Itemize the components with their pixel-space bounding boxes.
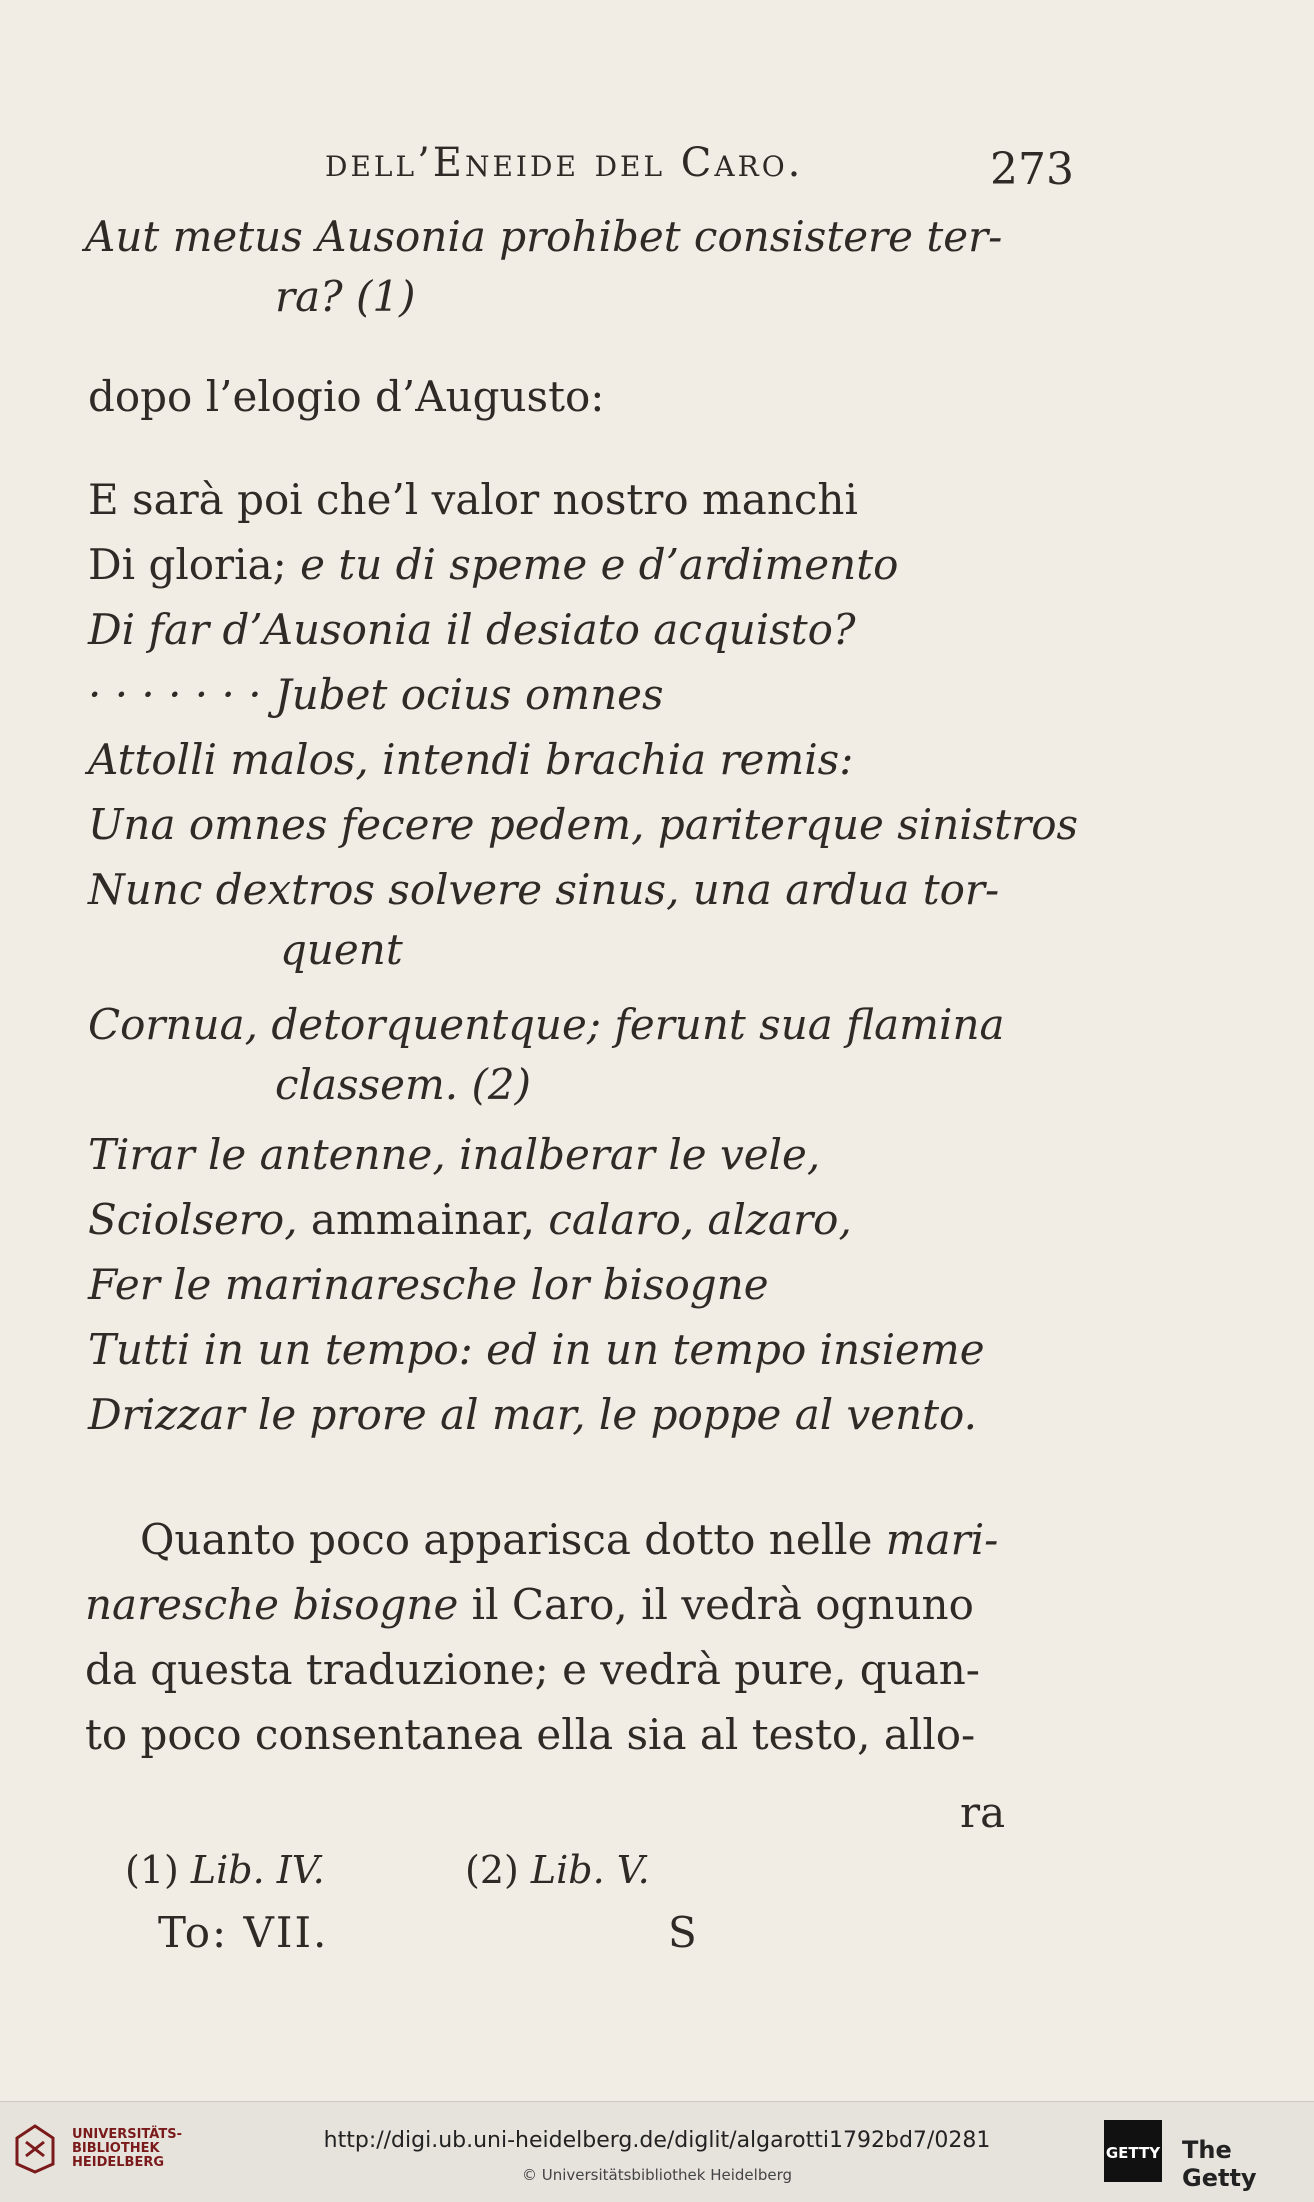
permalink-url[interactable]: http://digi.ub.uni-heidelberg.de/diglit/algarotti1792bd7/0281 — [323, 2128, 991, 2153]
footnote-1 — [125, 1848, 325, 1892]
page-number: 273 — [990, 144, 1074, 195]
verse-line: E sarà poi che’l valor nostro manchi — [88, 475, 858, 524]
verse-segment: Di gloria; — [88, 540, 301, 589]
verse-segment-italic: e tu di speme e d’ardimento — [300, 540, 899, 589]
volume-signature: To: VII. — [158, 1908, 329, 1957]
verse-line: Di far d’Ausonia il desiato acquisto? — [88, 605, 856, 654]
footnote-ref: Lib. IV. — [190, 1848, 325, 1892]
verse-line: Tutti in un tempo: ed in un tempo insieme — [88, 1325, 985, 1374]
footer-bar — [0, 2101, 1314, 2202]
verse-line: Tirar le antenne, inalberar le vele, — [88, 1130, 821, 1179]
paragraph-segment-italic: mari- — [885, 1515, 999, 1564]
paragraph-line: da questa traduzione; e vedrà pure, quan- — [85, 1645, 981, 1694]
paragraph-line: to poco consentanea ella sia al testo, allo- — [85, 1710, 976, 1759]
verse-line: · · · · · · · Jubet ocius omnes — [88, 670, 664, 719]
catchword: ra — [960, 1788, 1006, 1837]
paragraph-line — [85, 1580, 974, 1629]
verse-line — [88, 1195, 852, 1244]
footnote-2 — [465, 1848, 650, 1892]
verse-line: Nunc dextros solvere sinus, una ardua tor- — [88, 865, 1000, 914]
paragraph-segment-italic: naresche bisogne — [85, 1580, 459, 1629]
footnote-number: (1) — [125, 1848, 191, 1892]
verse-line: classem. (2) — [275, 1060, 531, 1109]
verse-line: Una omnes fecere pedem, pariterque sinistros — [88, 800, 1079, 849]
text-line: dopo l’elogio d’Augusto: — [88, 372, 605, 421]
verse-segment: ammainar, — [310, 1195, 549, 1244]
getty-logo-icon — [1104, 2120, 1162, 2182]
verse-line: Drizzar le prore al mar, le poppe al vento. — [88, 1390, 977, 1439]
paragraph-line — [140, 1515, 998, 1564]
signature-mark: S — [668, 1908, 699, 1957]
verse-segment-italic: calaro, alzaro, — [548, 1195, 852, 1244]
footnote-number: (2) — [465, 1848, 531, 1892]
institution-name: UNIVERSITÄTS- BIBLIOTHEK HEIDELBERG — [72, 2127, 182, 2170]
footnote-ref: Lib. V. — [530, 1848, 650, 1892]
getty-logo-text: GETTY — [1105, 2144, 1161, 2162]
verse-segment-italic: Sciolsero, — [88, 1195, 311, 1244]
verse-line: Cornua, detorquentque; ferunt sua flamina — [88, 1000, 1005, 1049]
paragraph-segment: il Caro, il vedrà ognuno — [458, 1580, 974, 1629]
paragraph-segment: Quanto poco apparisca dotto nelle — [140, 1515, 886, 1564]
copyright-notice: © Universitätsbibliothek Heidelberg — [521, 2166, 792, 2184]
verse-line — [88, 540, 898, 589]
running-header — [0, 140, 1314, 200]
verse-line: Fer le marinaresche lor bisogne — [88, 1260, 769, 1309]
text-line: ra? (1) — [275, 272, 416, 321]
verse-line: Attolli malos, intendi brachia remis: — [88, 735, 854, 784]
partner-name: The Getty — [1182, 2136, 1257, 2192]
verse-line: quent — [280, 925, 403, 974]
running-title: dell’Eneide del Caro. — [325, 140, 804, 186]
text-line: Aut metus Ausonia prohibet consistere ter- — [85, 212, 1003, 261]
